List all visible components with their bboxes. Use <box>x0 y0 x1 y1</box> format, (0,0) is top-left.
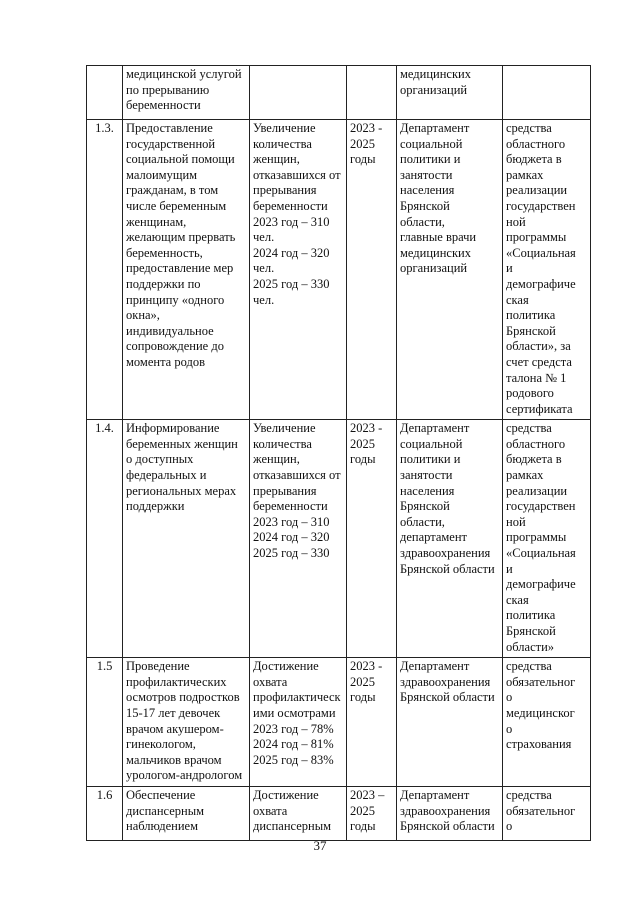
period-cell: 2023 - 2025 годы <box>347 420 397 658</box>
result-cell <box>250 66 347 120</box>
executor-cell: Департамент социальной политики и занятости населения Брянской области, департамент здравоохранения Брянской области <box>397 420 503 658</box>
table-row <box>87 120 591 420</box>
table-row <box>87 786 591 840</box>
row-number-cell: 1.3. <box>87 120 123 420</box>
executor-cell: Департамент социальной политики и занятости населения Брянской области, главные врачи медицинских организаций <box>397 120 503 420</box>
event-cell: Информирование беременных женщин о доступных федеральных и региональных мерах поддержки <box>123 420 250 658</box>
funding-cell: средства обязательног о <box>503 786 591 840</box>
page-number: 37 <box>313 838 327 853</box>
row-number-cell: 1.4. <box>87 420 123 658</box>
event-cell: Проведение профилактических осмотров подростков 15-17 лет девочек врачом акушером- гинекологом, мальчиков врачом урологом-андрологом <box>123 658 250 787</box>
result-cell: Достижение охвата диспансерным <box>250 786 347 840</box>
row-number-cell <box>87 66 123 120</box>
result-cell: Увеличение количества женщин, отказавшихся от прерывания беременности 2023 год – 310 2024 год – 320 2025 год – 330 <box>250 420 347 658</box>
period-cell: 2023 - 2025 годы <box>347 658 397 787</box>
period-cell: 2023 - 2025 годы <box>347 120 397 420</box>
event-cell: Обеспечение диспансерным наблюдением <box>123 786 250 840</box>
row-number-cell: 1.5 <box>87 658 123 787</box>
measures-table <box>86 65 591 841</box>
period-cell <box>347 66 397 120</box>
event-cell: Предоставление государственной социальной помощи малоимущим гражданам, в том числе беременным женщинам, желающим прервать беременность, предоставление мер поддержки по принципу «одного окна», индивидуальное сопровождение до момента родов <box>123 120 250 420</box>
result-cell: Достижение охвата профилактическ ими осмотрами 2023 год – 78% 2024 год – 81% 2025 год – 83% <box>250 658 347 787</box>
table-row <box>87 658 591 787</box>
event-cell: медицинской услугой по прерыванию беременности <box>123 66 250 120</box>
funding-cell <box>503 66 591 120</box>
funding-cell: средства областного бюджета в рамках реализации государствен ной программы «Социальная и демографиче ская политика Брянской области» <box>503 420 591 658</box>
funding-cell: средства обязательног о медицинског о страхования <box>503 658 591 787</box>
table-row <box>87 66 591 120</box>
period-cell: 2023 – 2025 годы <box>347 786 397 840</box>
table-row <box>87 420 591 658</box>
executor-cell: Департамент здравоохранения Брянской области <box>397 786 503 840</box>
funding-cell: средства областного бюджета в рамках реализации государствен ной программы «Социальная и демографиче ская политика Брянской области», за счет средста талона № 1 родового сертификата <box>503 120 591 420</box>
executor-cell: Департамент здравоохранения Брянской области <box>397 658 503 787</box>
result-cell: Увеличение количества женщин, отказавшихся от прерывания беременности 2023 год – 310 чел. 2024 год – 320 чел. 2025 год – 330 чел. <box>250 120 347 420</box>
row-number-cell: 1.6 <box>87 786 123 840</box>
executor-cell: медицинских организаций <box>397 66 503 120</box>
